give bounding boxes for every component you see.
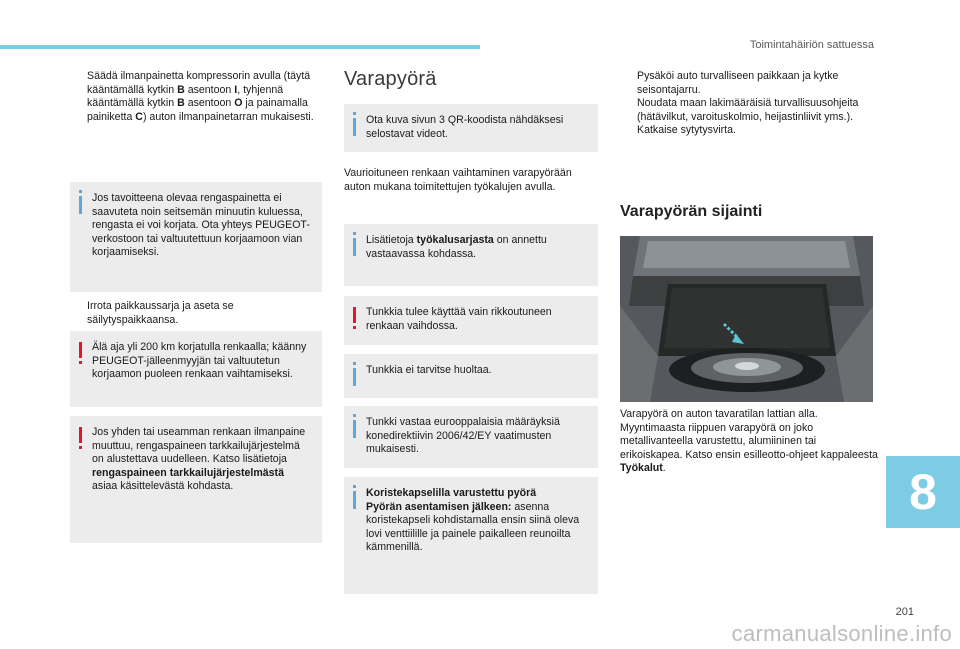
left-step2 bbox=[70, 300, 322, 327]
info-icon bbox=[353, 491, 356, 509]
warning-box-speed: Älä aja yli 200 km korjatulla renkaalla; käänny PEUGEOT-jälleenmyyjän tai valtuutetun korjaamon puoleen renkaan vaihtamiseksi. bbox=[70, 331, 322, 407]
step-adjust-pressure: Säädä ilmanpainetta kompressorin avulla (täytä kääntämällä kytkin B asentoon I, tyhjennä kääntämällä kytkin B asentoon O ja painamalla painiketta C) auton ilmanpainetarran mukaisesti. bbox=[87, 70, 314, 123]
subsection-heading: Varapyörän sijainti bbox=[620, 203, 763, 220]
section-title: Toimintahäiriön sattuessa bbox=[749, 39, 874, 51]
info-icon bbox=[353, 420, 356, 438]
spare-wheel-photo bbox=[620, 236, 873, 402]
info-box-standard: Tunkki vastaa eurooppalaisia määräyksiä konedirektiivin 2006/42/EY vaatimusten mukaisesti. bbox=[344, 406, 598, 468]
warning-icon bbox=[353, 307, 356, 323]
info-box-pressure: Jos tavoitteena olevaa rengaspainetta ei saavuteta noin seitsemän minuutin kuluessa, rengasta ei voi korjata. Ota yhteys PEUGEOT-verkostoon tai valtuutettuun korjaamoon vian korjaamiseksi. bbox=[70, 182, 322, 292]
warning-box-jack: Tunkkia tulee käyttää vain rikkoutuneen renkaan vaihdossa. bbox=[344, 296, 598, 345]
step-remove-kit: Irrota paikkaussarja ja aseta se säilytyspaikkaansa. bbox=[87, 300, 234, 326]
section-heading: Varapyörä bbox=[344, 68, 437, 90]
step-safety: Noudata maan lakimääräisiä turvallisuusohjeita (hätävilkut, varoituskolmio, heijastinliivit yms.). bbox=[637, 97, 859, 123]
header-accent-bar bbox=[0, 45, 480, 49]
info-icon bbox=[79, 196, 82, 214]
info-box-maintenance: Tunkkia ei tarvitse huoltaa. bbox=[344, 354, 598, 398]
chapter-tab: 8 bbox=[886, 456, 960, 528]
left-column bbox=[70, 70, 322, 124]
info-box-hubcap: Koristekapselilla varustettu pyörä Pyörän asentamisen jälkeen: asenna koristekapseli kohdistamalla ensin siinä oleva lovi venttiilille ja painele paikalleen reunoilta kämmenillä. bbox=[344, 477, 598, 594]
warning-icon bbox=[79, 342, 82, 358]
watermark: carmanualsonline.info bbox=[731, 621, 952, 647]
warning-icon bbox=[79, 427, 82, 443]
step-ignition: Katkaise sytytysvirta. bbox=[637, 124, 736, 137]
info-box-qr: Ota kuva sivun 3 QR-koodista nähdäksesi selostavat videot. bbox=[344, 104, 598, 152]
page-number: 201 bbox=[895, 606, 914, 618]
right-steps bbox=[620, 70, 878, 138]
info-icon bbox=[353, 238, 356, 256]
info-box-tools: Lisätietoja työkalusarjasta on annettu vastaavassa kohdassa. bbox=[344, 224, 598, 286]
info-icon bbox=[353, 368, 356, 386]
location-text: Varapyörä on auton tavaratilan lattian alla. Myyntimaasta riippuen varapyörä on joko metallivanteella varustettu, alumiininen tai erikoiskapea. Katso ensin esilleotto-ohjeet kappaleesta Työkalut. bbox=[620, 408, 878, 475]
warning-box-tpms: Jos yhden tai useamman renkaan ilmanpaine muuttuu, rengaspaineen tarkkailujärjestelmä on alustettava uudelleen. Katso lisätietoja rengaspaineen tarkkailujärjestelmästä asiaa käsittelevästä kohdasta. bbox=[70, 416, 322, 543]
intro-text: Vaurioituneen renkaan vaihtaminen varapyörään auton mukana toimitettujen työkalujen avulla. bbox=[344, 167, 572, 193]
trunk-illustration bbox=[620, 236, 873, 402]
step-park: Pysäköi auto turvalliseen paikkaan ja kytke seisontajarru. bbox=[637, 70, 839, 96]
info-icon bbox=[353, 118, 356, 136]
